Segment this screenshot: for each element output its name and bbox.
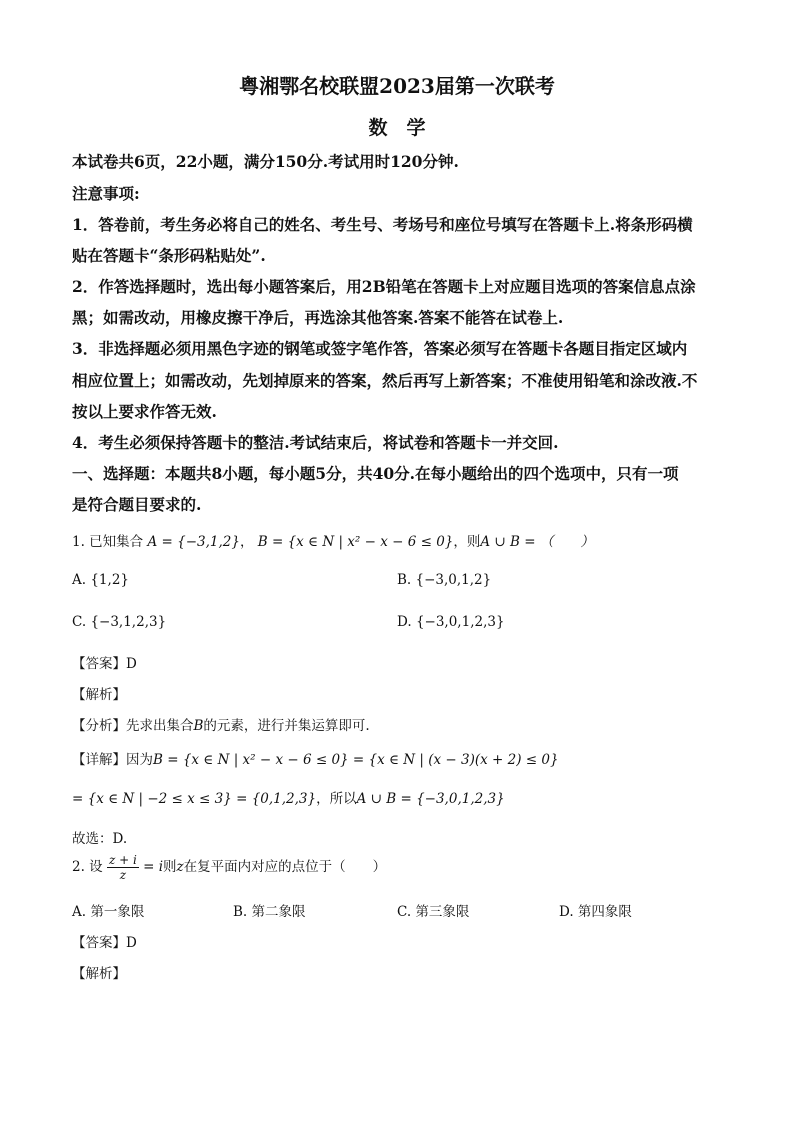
q2-option-b: B. 第二象限 bbox=[233, 904, 306, 920]
question-1-stem: 1. 已知集合 A = {−3,1,2}， B = {x ∈ N | x² − x − 6 ≤ 0}，则A ∪ B = （ ） bbox=[72, 534, 594, 550]
detail-equation-2: = {x ∈ N | −2 ≤ x ≤ 3} = {0,1,2,3} bbox=[72, 791, 317, 807]
fenxi-rest: 的元素，进行并集运算即可. bbox=[203, 718, 370, 734]
detail-prefix: 【详解】因为 bbox=[72, 752, 153, 768]
option-c bbox=[72, 614, 166, 630]
fraction-denominator: z bbox=[119, 868, 127, 882]
question-1-analysis-label: 【解析】 bbox=[72, 687, 126, 703]
exam-intro: 本试卷共6页，22小题，满分150分.考试用时120分钟. bbox=[72, 152, 459, 171]
q2-option-a: A. 第一象限 bbox=[72, 904, 145, 920]
note-2-line-1: 2．作答选择题时，选出每小题答案后，用2B铅笔在答题卡上对应题目选项的答案信息点涂 bbox=[72, 277, 696, 296]
question-1-detail-line-2 bbox=[72, 787, 505, 807]
detail-equation-1: B = {x ∈ N | x² − x − 6 ≤ 0} = {x ∈ N | (x − 3)(x + 2) ≤ 0} bbox=[153, 752, 559, 768]
detail-equation-3: A ∪ B = {−3,0,1,2,3} bbox=[356, 791, 505, 807]
fenxi-text: 【分析】先求出集合 bbox=[72, 718, 194, 734]
question-1-ask: ，则 bbox=[453, 534, 481, 550]
union-expression: A ∪ B = （ ） bbox=[480, 534, 594, 550]
set-b: B = {x ∈ N | x² − x − 6 ≤ 0} bbox=[257, 534, 454, 550]
note-3-line-3: 按以上要求作答无效. bbox=[72, 402, 217, 421]
question-2-mid: 则 bbox=[163, 859, 177, 875]
note-1-line-1: 1．答卷前，考生务必将自己的姓名、考生号、考场号和座位号填写在答题卡上.将条形码横 bbox=[72, 215, 693, 234]
note-2-line-2: 黑；如需改动，用橡皮擦干净后，再选涂其他答案.答案不能答在试卷上. bbox=[72, 308, 564, 327]
q2-option-c: C. 第三象限 bbox=[397, 904, 470, 920]
section-heading-line-1: 一、选择题：本题共8小题，每小题5分，共40分.在每小题给出的四个选项中，只有一项 bbox=[72, 464, 679, 483]
question-1-answer: 【答案】D bbox=[72, 656, 137, 672]
question-1-prefix: 1. 已知集合 bbox=[72, 534, 144, 550]
question-2-rest: 在复平面内对应的点位于（ ） bbox=[183, 859, 387, 875]
question-2-prefix: 2. 设 bbox=[72, 859, 103, 875]
fraction-equals: = i bbox=[143, 859, 164, 875]
option-a-label: A. bbox=[72, 572, 87, 588]
question-1-conclusion: 故选：D. bbox=[72, 831, 128, 847]
option-d bbox=[397, 614, 505, 630]
option-c-label: C. bbox=[72, 614, 87, 630]
option-a bbox=[72, 572, 129, 588]
note-1-line-2: 贴在答题卡“条形码粘贴处”. bbox=[72, 246, 266, 265]
fenxi-variable: B bbox=[193, 718, 204, 734]
section-heading-line-2: 是符合题目要求的. bbox=[72, 495, 202, 514]
question-2-analysis-label: 【解析】 bbox=[72, 966, 126, 982]
note-3-line-2: 相应位置上；如需改动，先划掉原来的答案，然后再写上新答案；不准使用铅笔和涂改液.不 bbox=[72, 371, 698, 390]
notes-heading: 注意事项: bbox=[72, 184, 140, 203]
fraction-numerator: z + i bbox=[108, 853, 137, 867]
option-c-value: {−3,1,2,3} bbox=[90, 614, 167, 630]
question-1-fenxi bbox=[72, 714, 370, 734]
option-b-value: {−3,0,1,2} bbox=[415, 572, 492, 588]
option-d-value: {−3,0,1,2,3} bbox=[415, 614, 505, 630]
q2-option-d: D. 第四象限 bbox=[559, 904, 632, 920]
question-2-answer: 【答案】D bbox=[72, 935, 137, 951]
option-a-value: {1,2} bbox=[90, 572, 129, 588]
subject-title: 数 学 bbox=[368, 117, 426, 139]
note-3-line-1: 3．非选择题必须用黑色字迹的钢笔或签字笔作答，答案必须写在答题卡各题目指定区域内 bbox=[72, 339, 688, 358]
option-b bbox=[397, 572, 491, 588]
question-1-detail-line-1 bbox=[72, 748, 559, 768]
question-2-stem bbox=[72, 853, 386, 882]
detail-so: ，所以 bbox=[316, 791, 357, 807]
note-4: 4．考生必须保持答题卡的整洁.考试结束后，将试卷和答题卡一并交回. bbox=[72, 433, 559, 452]
option-b-label: B. bbox=[397, 572, 412, 588]
set-a: A = {−3,1,2} bbox=[147, 534, 240, 550]
question-2-variable: z bbox=[176, 859, 184, 875]
fraction bbox=[107, 853, 139, 882]
option-d-label: D. bbox=[397, 614, 412, 630]
exam-title: 粤湘鄂名校联盟2023届第一次联考 bbox=[239, 74, 555, 98]
